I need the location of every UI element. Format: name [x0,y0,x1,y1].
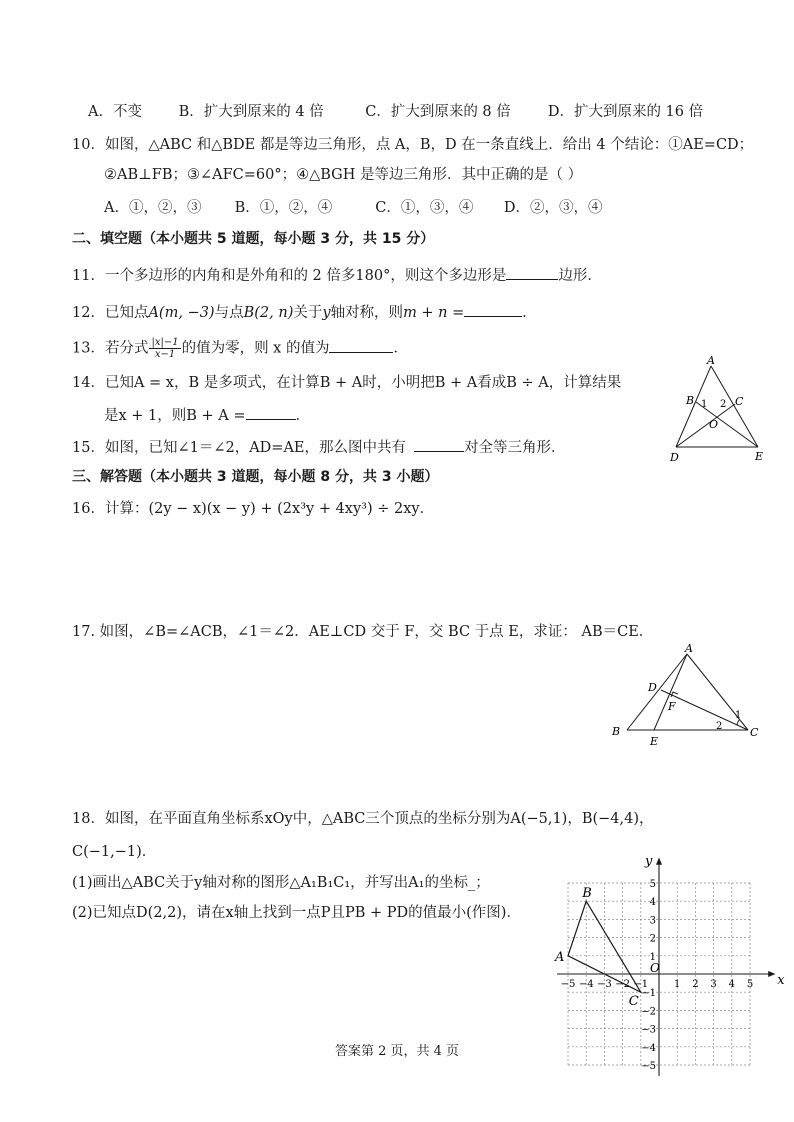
fig15-label-o: O [709,418,719,431]
fig17-segment-ae [654,654,687,730]
q13 [72,337,408,360]
q9-option-a: A．不变 [88,104,142,120]
q10-line1: 10．如图，△ABC 和△BDE 都是等边三角形，点 A，B，D 在一条直线上．给出 4 个结论：①AE=CD； [72,137,754,153]
page-footer: 答案第 2 页，共 4 页 [334,1044,460,1059]
x-tick-label: −5 [560,979,576,990]
x-tick-label: 4 [728,979,735,990]
q10-option-b: B．①，②，④ [234,200,333,216]
q9-option-b: B．扩大到原来的 4 倍 [178,104,324,120]
q17: 17. 如图，∠B=∠ACB，∠1＝∠2．AE⊥CD 交于 F，交 BC 于点 E，求证： AB＝CE． [72,624,654,640]
q13-fraction-denominator: x−1 [154,349,176,360]
q12-text-mid2: 关于 [293,305,323,321]
q12 [72,302,537,323]
y-axis-arrow [656,858,662,865]
fig15-angle-1: 1 [701,399,708,410]
q16: 16．计算：(2y − x)(x − y) + (2x³y + 4xy³) ÷ 2xy． [72,501,435,517]
y-tick-label: −3 [641,1024,656,1036]
y-tick-label: 3 [649,915,656,927]
q13-fraction-numerator: |x|−1 [151,337,179,348]
q14-answer-blank[interactable] [246,405,296,420]
y-tick-label: 4 [649,897,656,909]
q15-answer-blank[interactable] [414,437,464,452]
x-tick-label: 5 [746,979,754,990]
q14-text: 是x + 1，则B + A = [104,408,246,424]
fig17-label-d: D [648,681,657,694]
fig17-angle-1: 1 [735,710,742,721]
x-tick-label: −4 [578,979,594,990]
x-axis-label: x [777,973,785,988]
fig15-label-d: D [670,451,679,464]
x-tick-label: −2 [615,979,630,990]
fig17-angle-2: 2 [716,721,723,732]
q13-text-mid: 的值为零，则 x 的值为 [181,340,330,357]
q9-option-d: D．扩大到原来的 16 倍 [547,104,704,120]
fig17-label-e: E [650,735,659,748]
q10-option-c: C．①，③，④ [375,200,474,216]
y-axis-label: y [645,854,653,870]
q10-option-d: D．②，③，④ [503,200,603,216]
q12-point-b: B(2, n) [243,305,294,321]
fig15-label-a: A [707,354,715,367]
q12-text-mid: 与点 [214,305,244,321]
q12-axis: y [322,305,331,321]
fig17-label-a: A [685,642,693,655]
point-a-label: A [555,949,565,965]
q10-option-a: A．①，②，③ [104,200,202,216]
fig17-side-ab [627,654,687,730]
q11-answer-blank[interactable] [506,265,558,280]
y-tick-label: 2 [649,933,656,945]
q18-part2: (2)已知点D(2,2)，请在x轴上找到一点P且PB + PD的值最小(作图)． [72,905,521,921]
q12-text: 12．已知点 [72,305,149,321]
q13-fraction [149,337,180,360]
fig15-label-b: B [686,394,695,407]
triangle-abc [554,886,641,1009]
point-c-label: C [628,994,639,1010]
q13-answer-blank[interactable] [329,338,393,353]
y-tick-label: −2 [641,1006,656,1018]
q14-text-end: ． [295,408,311,424]
fig17-label-f: F [668,700,676,713]
q11-text: 11．一个多边形的内角和是外角和的 2 倍多180°，则这个多边形是 [72,268,507,284]
q12-answer-blank[interactable] [464,302,522,317]
q18-line2: C(−1,−1)． [72,844,157,860]
y-tick-label: 1 [649,951,656,963]
fig15-angle-2: 2 [720,399,727,410]
fig15-label-c: C [735,395,744,408]
q11-text-end: 边形． [558,268,602,284]
x-tick-label: −1 [633,979,649,990]
q14-line1: 14．已知A = x，B 是多项式，在计算B + A时，小明把B + A看成B ÷ A，计算结果 [72,375,622,391]
x-tick-label: 2 [692,979,699,990]
fig15-label-e: E [755,450,764,463]
q13-text-end: ． [393,340,408,357]
y-tick-label: −5 [641,1061,656,1072]
y-tick-label: −1 [641,988,656,1000]
q12-text-end: ． [522,305,537,321]
x-tick-label: −3 [597,979,612,990]
origin-label: O [650,961,660,975]
fig17-label-b: B [612,725,621,738]
q15-figure [662,355,772,467]
q11 [72,265,602,286]
q9-option-c: C．扩大到原来的 8 倍 [365,104,511,120]
x-tick-label: 1 [674,979,681,990]
q18-line1: 18．如图，在平面直角坐标系xOy中，△ABC三个顶点的坐标分别为A(−5,1)，B(−4,4)， [72,811,654,827]
section2-heading: 二、填空题（本小题共 5 道题，每小题 3 分，共 15 分） [72,231,435,247]
x-tick-label: 3 [710,979,717,990]
y-tick-label: −4 [641,1042,656,1054]
q9-options [88,102,703,122]
q17-figure [605,640,775,750]
section3-heading: 三、解答题（本小题共 3 道题，每小题 8 分，共 3 小题） [72,469,439,485]
q12-point-a: A(m, −3) [148,305,215,321]
q15-text-end: 对全等三角形． [464,440,566,456]
q12-expression: m + n = [403,305,465,321]
y-tick-label: 5 [649,879,656,890]
point-b-label: B [582,886,592,902]
q10-options [104,198,602,218]
q12-text-mid3: 轴对称，则 [330,305,404,321]
q14-line2 [104,405,310,426]
q15-text: 15．如图，已知∠1＝∠2，AD=AE，那么图中共有 [72,440,407,456]
x-axis-arrow [768,971,775,977]
q10-line2: ②AB⊥FB；③∠AFC=60°；④△BGH 是等边三角形．其中正确的是（ ） [104,167,583,183]
q15 [72,437,566,458]
q18-part1: (1)画出△ABC关于y轴对称的图形△A₁B₁C₁，并写出A₁的坐标_； [72,875,490,891]
q13-text: 13．若分式 [72,340,149,357]
fig17-label-c: C [750,726,759,739]
